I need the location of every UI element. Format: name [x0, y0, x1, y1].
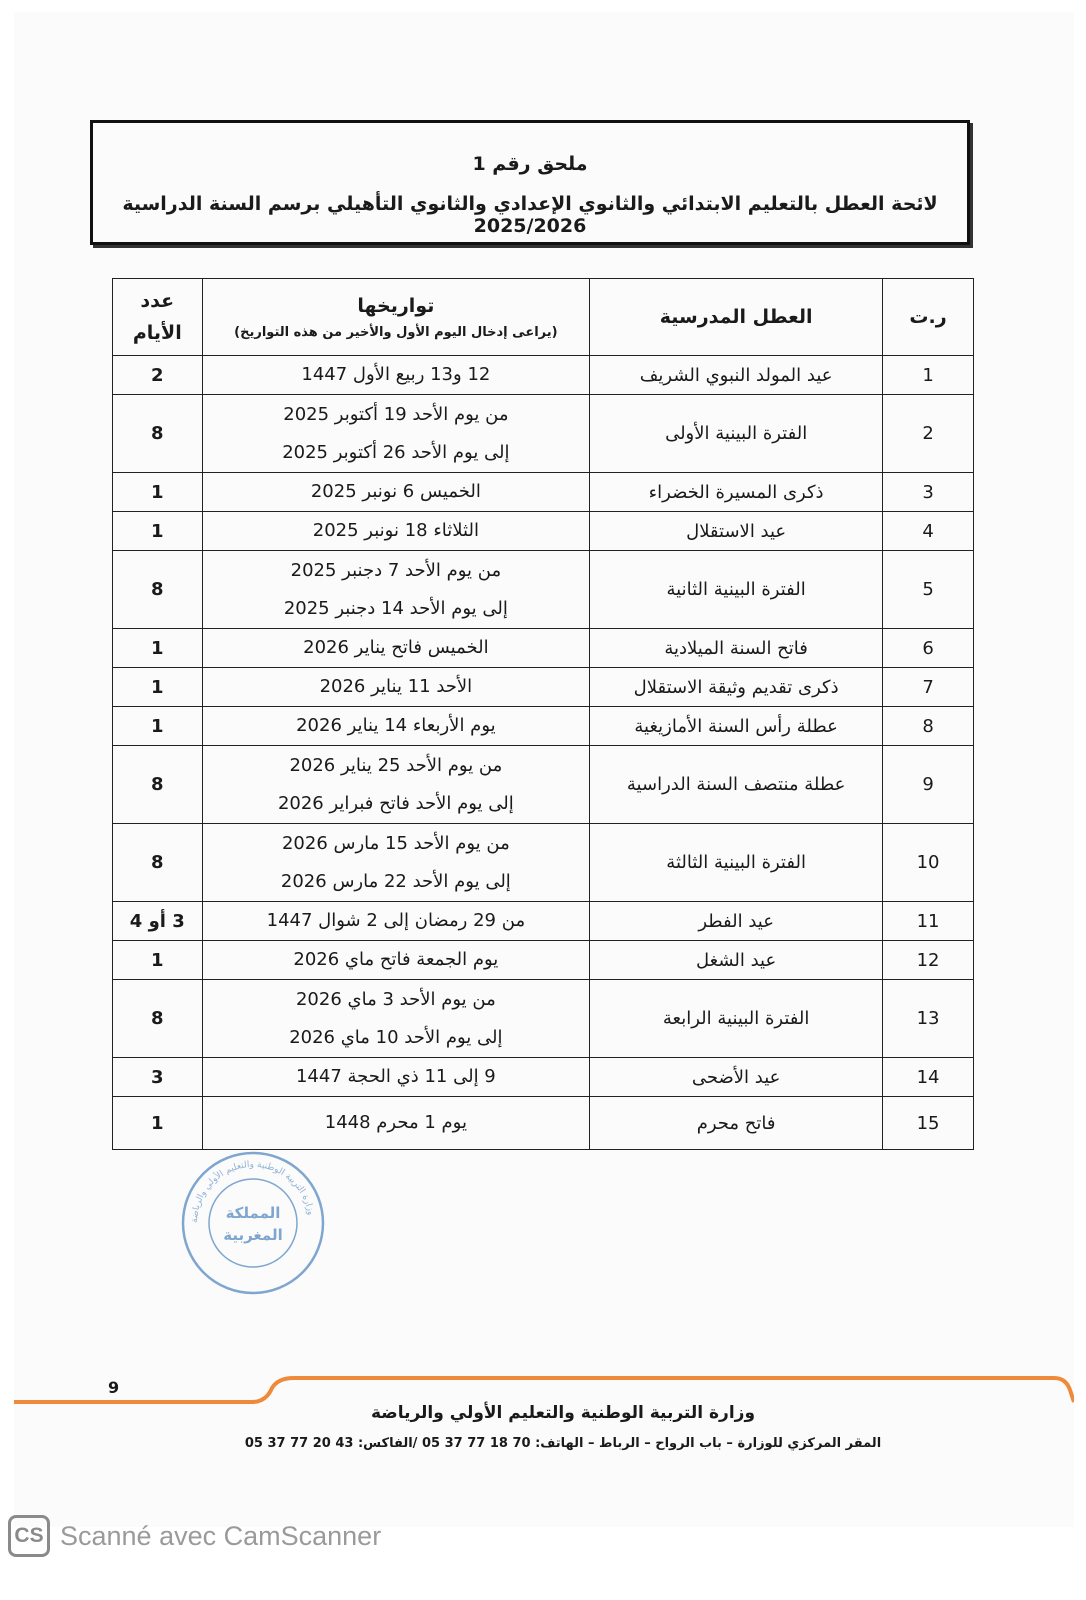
header-holiday-name: العطل المدرسية — [590, 279, 883, 356]
cell-holiday-name: عطلة منتصف السنة الدراسية — [590, 746, 883, 824]
cell-holiday-name: عيد المولد النبوي الشريف — [590, 356, 883, 395]
cell-dates — [202, 629, 590, 668]
cell-num: 4 — [883, 512, 974, 551]
table-row — [113, 1058, 974, 1097]
date-line-start: يوم 1 محرم 1448 — [324, 1112, 467, 1133]
date-line-end: إلى يوم الأحد فاتح فبراير 2026 — [277, 792, 514, 814]
cell-dates — [202, 902, 590, 941]
cell-dates — [202, 512, 590, 551]
cell-num: 5 — [883, 551, 974, 629]
cell-days-count: 8 — [113, 551, 203, 629]
date-line-start: من يوم الأحد 19 أكتوبر 2025 — [283, 403, 509, 425]
date-line-end: إلى يوم الأحد 22 مارس 2026 — [280, 870, 511, 892]
cell-num: 9 — [883, 746, 974, 824]
date-line-start: يوم الأربعاء 14 يناير 2026 — [296, 715, 496, 736]
date-line-end: إلى يوم الأحد 26 أكتوبر 2025 — [282, 441, 510, 463]
stamp-seal-icon — [178, 1148, 328, 1298]
cell-holiday-name: الفترة البينية الثالثة — [590, 824, 883, 902]
header-days — [113, 279, 203, 356]
table-row — [113, 395, 974, 473]
cell-days-count: 8 — [113, 824, 203, 902]
cell-dates — [202, 551, 590, 629]
camscanner-logo-icon: CS — [8, 1515, 50, 1557]
table-row — [113, 824, 974, 902]
camscanner-text: Scanné avec CamScanner — [60, 1520, 382, 1551]
cell-num: 12 — [883, 941, 974, 980]
cell-days-count: 8 — [113, 746, 203, 824]
header-days-line2: الأيام — [132, 322, 182, 344]
cell-days-count: 8 — [113, 395, 203, 473]
cell-dates — [202, 1058, 590, 1097]
cell-num: 1 — [883, 356, 974, 395]
date-line-start: الثلاثاء 18 نونبر 2025 — [312, 520, 479, 541]
cell-days-count: 1 — [113, 629, 203, 668]
cell-num: 15 — [883, 1097, 974, 1150]
cell-days-count: 1 — [113, 473, 203, 512]
date-line-end: إلى يوم الأحد 14 دجنبر 2025 — [283, 597, 508, 619]
cell-num: 7 — [883, 668, 974, 707]
date-line-start: الخميس فاتح يناير 2026 — [303, 637, 489, 658]
cell-dates — [202, 941, 590, 980]
cell-days-count: 1 — [113, 941, 203, 980]
footer-ministry-name: وزارة التربية الوطنية والتعليم الأولي والرياضة — [370, 1403, 756, 1423]
title-box — [90, 120, 970, 245]
table-header-row — [113, 279, 974, 356]
cell-days-count: 1 — [113, 668, 203, 707]
cell-dates — [202, 707, 590, 746]
date-line-start: من يوم الأحد 3 ماي 2026 — [295, 988, 496, 1010]
stamp-text-line2: المغربية — [223, 1226, 283, 1244]
page-title: لائحة العطل بالتعليم الابتدائي والثانوي الإعدادي والثانوي التأهيلي برسم السنة الدراسية 2025/2026 — [122, 193, 938, 237]
header-dates — [202, 279, 590, 356]
cell-dates — [202, 746, 590, 824]
date-line-start: من يوم الأحد 7 دجنبر 2025 — [290, 559, 502, 581]
cell-holiday-name: الفترة البينية الأولى — [590, 395, 883, 473]
date-line-end: إلى يوم الأحد 10 ماي 2026 — [289, 1026, 503, 1048]
cell-holiday-name: عطلة رأس السنة الأمازيغية — [590, 707, 883, 746]
official-stamp — [178, 1148, 328, 1298]
page-number: 9 — [108, 1378, 120, 1397]
date-line-start: 12 و13 ربيع الأول 1447 — [301, 364, 491, 385]
cell-num: 10 — [883, 824, 974, 902]
table-row — [113, 668, 974, 707]
cell-dates — [202, 980, 590, 1058]
header-days-line1: عدد — [140, 290, 175, 312]
cell-days-count: 1 — [113, 707, 203, 746]
stamp-ring-text: وزارة التربية الوطنية والتعليم الأولي والرياضة — [189, 1159, 316, 1224]
cell-dates — [202, 824, 590, 902]
cell-holiday-name: فاتح السنة الميلادية — [590, 629, 883, 668]
date-line-start: الخميس 6 نونبر 2025 — [310, 481, 481, 502]
cell-dates — [202, 1097, 590, 1150]
cell-days-count: 3 أو 4 — [113, 902, 203, 941]
header-num: ر.ت — [883, 279, 974, 356]
cell-days-count: 1 — [113, 512, 203, 551]
cell-num: 2 — [883, 395, 974, 473]
cell-num: 14 — [883, 1058, 974, 1097]
cell-holiday-name: عيد الأضحى — [590, 1058, 883, 1097]
footer-address: المقر المركزي للوزارة – باب الرواح – الرباط – الهاتف: 70 18 77 37 05 /الفاكس: 43 20 77 37 05 — [244, 1436, 882, 1451]
cell-holiday-name: عيد الشغل — [590, 941, 883, 980]
date-line-start: يوم الجمعة فاتح ماي 2026 — [293, 949, 499, 970]
table-row — [113, 1097, 974, 1150]
cell-num: 8 — [883, 707, 974, 746]
table-row — [113, 629, 974, 668]
table-row — [113, 512, 974, 551]
cell-days-count: 3 — [113, 1058, 203, 1097]
stamp-text-line1: المملكة — [225, 1204, 281, 1222]
table-row — [113, 551, 974, 629]
date-line-start: الأحد 11 يناير 2026 — [319, 676, 473, 697]
table-row — [113, 473, 974, 512]
cell-dates — [202, 668, 590, 707]
header-dates-title: تواريخها — [357, 294, 435, 317]
cell-holiday-name: عيد الاستقلال — [590, 512, 883, 551]
annex-label: ملحق رقم 1 — [472, 153, 588, 175]
date-line-start: من يوم الأحد 15 مارس 2026 — [281, 832, 510, 854]
cell-num: 3 — [883, 473, 974, 512]
cell-dates — [202, 395, 590, 473]
cell-dates — [202, 473, 590, 512]
cell-dates — [202, 356, 590, 395]
cell-holiday-name: الفترة البينية الرابعة — [590, 980, 883, 1058]
table-body — [113, 356, 974, 1150]
cell-holiday-name: ذكرى تقديم وثيقة الاستقلال — [590, 668, 883, 707]
cell-holiday-name: ذكرى المسيرة الخضراء — [590, 473, 883, 512]
table-row — [113, 707, 974, 746]
cell-days-count: 1 — [113, 1097, 203, 1150]
date-line-start: 9 إلى 11 ذي الحجة 1447 — [295, 1066, 496, 1087]
table-row — [113, 356, 974, 395]
cell-days-count: 2 — [113, 356, 203, 395]
header-dates-note: (يراعى إدخال اليوم الأول والأخير من هذه التواريخ) — [234, 324, 558, 340]
table-row — [113, 941, 974, 980]
cell-holiday-name: الفترة البينية الثانية — [590, 551, 883, 629]
cell-days-count: 8 — [113, 980, 203, 1058]
cell-num: 11 — [883, 902, 974, 941]
date-line-start: من يوم الأحد 25 يناير 2026 — [289, 754, 503, 776]
table-row — [113, 746, 974, 824]
cell-num: 13 — [883, 980, 974, 1058]
cell-num: 6 — [883, 629, 974, 668]
table-row — [113, 902, 974, 941]
cell-holiday-name: فاتح محرم — [590, 1097, 883, 1150]
cell-holiday-name: عيد الفطر — [590, 902, 883, 941]
table-row — [113, 980, 974, 1058]
camscanner-watermark — [8, 1514, 381, 1558]
date-line-start: من 29 رمضان إلى 2 شوال 1447 — [266, 910, 526, 931]
holidays-table — [112, 278, 974, 1150]
